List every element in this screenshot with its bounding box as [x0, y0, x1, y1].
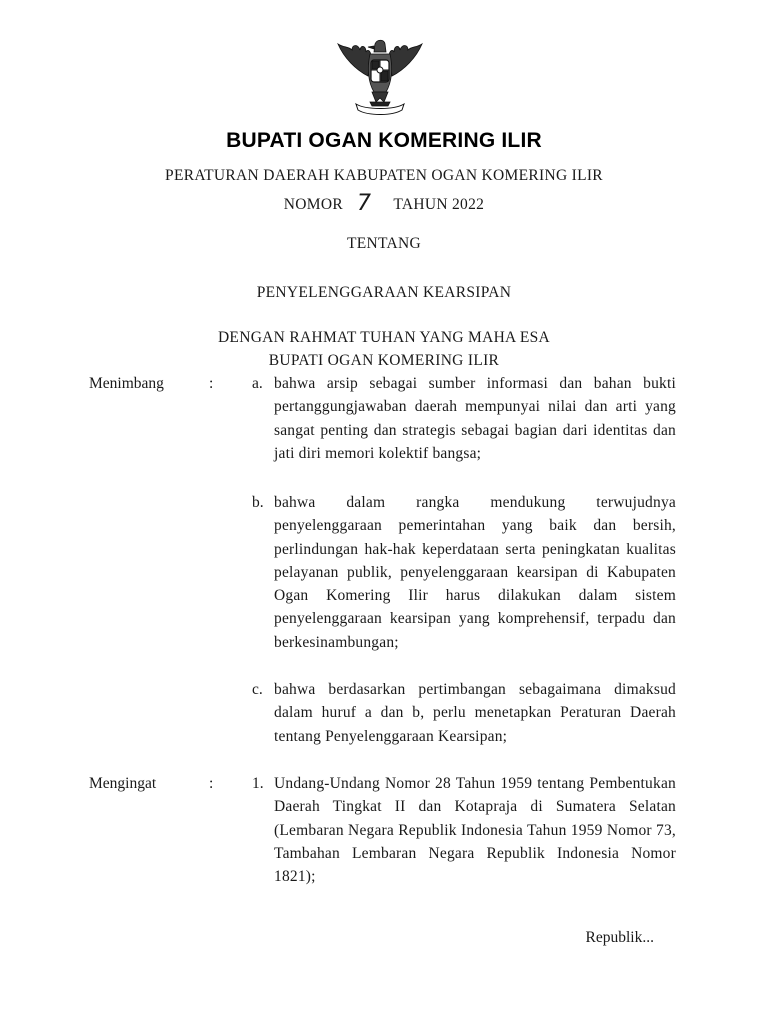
item-marker: c. [252, 681, 263, 698]
menimbang-item-b: bahwa dalam rangka mendukung terwujudnya penyelenggaraan pemerintahan yang baik dan bersih, perlindungan hak-hak keperdataan serta peningkatan kualitas pelayanan publik, penyelenggaraan kearsipan di Kabupaten Ogan Komering Ilir harus dilakukan dalam sistem penyelenggaraan kearsipan yang komprehensif, terpadu dan berkesinambungan; [274, 494, 676, 651]
item-marker: b. [252, 494, 264, 511]
menimbang-item-a: bahwa arsip sebagai sumber informasi dan bahan bukti pertanggungjawaban daerah mempunyai nilai dan arti yang sangat penting dan strategis sebagai bagian dari identitas dan jati diri memori kolektif bangsa; [274, 375, 676, 462]
mengingat-label: Mengingat [89, 775, 157, 792]
document-title: BUPATI OGAN KOMERING ILIR [226, 129, 542, 152]
nomor-label: NOMOR [283, 196, 343, 213]
page-continuation: Republik... [585, 929, 654, 946]
nomor-value: 7 [357, 191, 372, 216]
regulation-number-row [0, 190, 768, 215]
menimbang-label: Menimbang [89, 375, 164, 392]
blessing-line: DENGAN RAHMAT TUHAN YANG MAHA ESA [217, 329, 551, 346]
tahun-label: TAHUN 2022 [393, 196, 485, 213]
item-marker: 1. [252, 775, 264, 792]
item-marker: a. [252, 375, 263, 392]
menimbang-colon: : [209, 375, 214, 392]
menimbang-item-c: bahwa berdasarkan pertimbangan sebagaimana dimaksud dalam huruf a dan b, perlu menetapkan Peraturan Daerah tentang Penyelenggaraan Kearsipan; [274, 681, 676, 745]
subject-heading: PENYELENGGARAAN KEARSIPAN [256, 284, 512, 301]
mengingat-colon: : [209, 775, 214, 792]
regulation-heading: PERATURAN DAERAH KABUPATEN OGAN KOMERING ILIR [165, 167, 603, 184]
mengingat-item-1: Undang-Undang Nomor 28 Tahun 1959 tentang Pembentukan Daerah Tingkat II dan Kotapraja di Sumatera Selatan (Lembaran Negara Republik Indonesia Tahun 1959 Nomor 73, Tambahan Lembaran Negara Republik Indonesia Nomor 1821); [274, 775, 676, 886]
garuda-emblem-icon [330, 36, 430, 118]
authority-line: BUPATI OGAN KOMERING ILIR [268, 352, 500, 369]
tentang-heading: TENTANG [346, 235, 422, 252]
